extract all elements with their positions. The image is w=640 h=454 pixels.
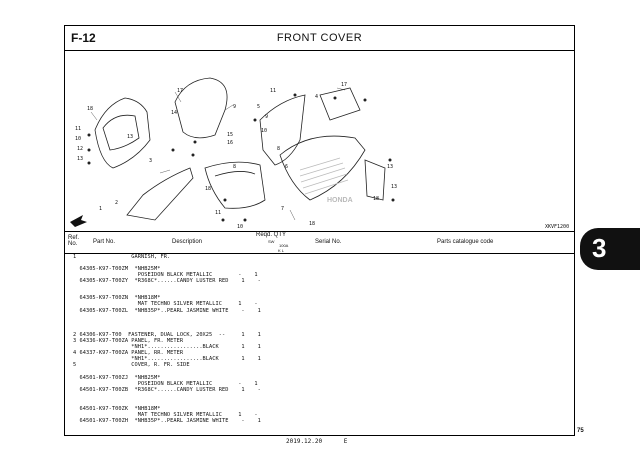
callout-label: 1 [99, 206, 103, 212]
callout-label: 5 [257, 104, 261, 110]
callout-label: 13 [387, 164, 394, 170]
section-tab [580, 228, 640, 270]
catalogue-page-frame [64, 25, 575, 436]
callout-label: 2 [115, 200, 119, 206]
table-row: 64305-K97-T00ZM *NHB25M* [73, 266, 161, 272]
table-row: *NH1*.................BLACK 1 1 [73, 344, 261, 350]
front-direction-arrow-icon [70, 215, 87, 227]
table-row: 4 64337-K97-T00ZA PANEL, RR. METER [73, 350, 184, 356]
callout-label: 11 [215, 210, 222, 216]
watermark-text: HONDA [327, 197, 353, 204]
callout-label: 18 [309, 221, 316, 227]
callout-label: 13 [391, 184, 398, 190]
part-garnish [127, 168, 193, 220]
table-row: 2 64306-K97-T00 FASTENER, DUAL LOCK, 20X25 -- 1 1 [73, 332, 261, 338]
part-lower-bracket [365, 160, 385, 200]
parts-table-header [65, 231, 574, 254]
callout-label: 14 [171, 110, 178, 116]
callout-label: 8 [277, 146, 281, 152]
table-row: *NH1*.................BLACK 1 1 [73, 356, 261, 362]
table-row: 64305-K97-T00ZY *R368C*......CANDY LUSTER RED 1 - [73, 278, 261, 284]
table-row: 64501-K97-T00ZB *R368C*......CANDY LUSTER RED 1 - [73, 387, 261, 393]
col-part-no: Part No. [93, 239, 116, 245]
callout-label: 12 [77, 146, 84, 152]
part-inner-panel [320, 88, 360, 120]
col-qty-100a: 100A [279, 243, 289, 248]
figure-code: F-12 [71, 31, 96, 45]
callout-label: 18 [205, 186, 212, 192]
callout-label: 3 [149, 158, 153, 164]
callout-label: 13 [77, 156, 84, 162]
part-meter-panel [95, 98, 153, 168]
callout-label: 4 [315, 94, 319, 100]
col-ref-no: Ref. No. [68, 235, 80, 247]
callout-label: 10 [75, 136, 82, 142]
callout-label: 18 [87, 106, 94, 112]
callout-label: 9 [233, 104, 237, 110]
figure-header [65, 26, 574, 51]
exploded-parts-diagram [65, 50, 574, 232]
page-number: 75 [577, 428, 584, 434]
figure-title: FRONT COVER [276, 32, 363, 44]
callout-label: 11 [75, 126, 82, 132]
callout-label: 17 [341, 82, 348, 88]
callout-label: 8 [233, 164, 237, 170]
callout-label: 11 [270, 88, 277, 94]
callout-label: 9 [265, 114, 269, 120]
col-serial-no: Serial No. [315, 239, 342, 245]
table-row: 64501-K97-T00ZJ *NHB25M* [73, 375, 161, 381]
honda-wing-watermark [300, 158, 348, 194]
col-qty-kl: K L [278, 248, 285, 253]
callout-label: 18 [373, 196, 380, 202]
table-row: 64501-K97-T00ZH *NHB35P*..PEARL JASMINE WHITE - 1 [73, 418, 261, 424]
table-row: 5 COVER, R. FR. SIDE [73, 362, 190, 368]
col-qty-sw: SW [268, 239, 275, 244]
part-windscreen [175, 78, 227, 138]
callout-label: 7 [281, 206, 285, 212]
callout-label: 16 [227, 140, 234, 146]
section-tab-number: 3 [592, 233, 607, 263]
table-row: POSEIDON BLACK METALLIC - 1 [73, 272, 258, 278]
part-side-cover-r [280, 136, 365, 200]
callout-label: 13 [127, 134, 134, 140]
footer-edition: E [343, 438, 348, 445]
callout-label: 10 [261, 128, 268, 134]
table-row: MAT TECHNO SILVER METALLIC 1 - [73, 412, 258, 418]
callout-label: 10 [237, 224, 244, 230]
col-reqd-qty: Reqd. QTY [256, 232, 287, 238]
table-row: 64305-K97-T00ZN *NHB18M* [73, 295, 161, 301]
parts-drawing [65, 50, 573, 231]
table-row: POSEIDON BLACK METALLIC - 1 [73, 381, 258, 387]
table-row: 64501-K97-T00ZK *NHB18M* [73, 406, 161, 412]
parts-table-body [65, 253, 574, 437]
table-row: 1 GARNISH, FR. [73, 254, 171, 260]
footer [286, 438, 347, 445]
col-catalogue-code: Parts catalogue code [437, 239, 494, 245]
callout-label: 6 [285, 164, 289, 170]
footer-date: 2019.12.20 [286, 438, 323, 445]
table-row: 64305-K97-T00ZL *NHB35P*..PEARL JASMINE WHITE - 1 [73, 308, 261, 314]
callout-label: 17 [177, 88, 184, 94]
callout-label: 15 [227, 132, 234, 138]
diagram-ref-code: XKVF1200 [545, 224, 570, 230]
table-row: 3 64336-K97-T00ZA PANEL, FR. METER [73, 338, 184, 344]
col-description: Description [172, 239, 203, 245]
table-row: MAT TECHNO SILVER METALLIC 1 - [73, 301, 258, 307]
